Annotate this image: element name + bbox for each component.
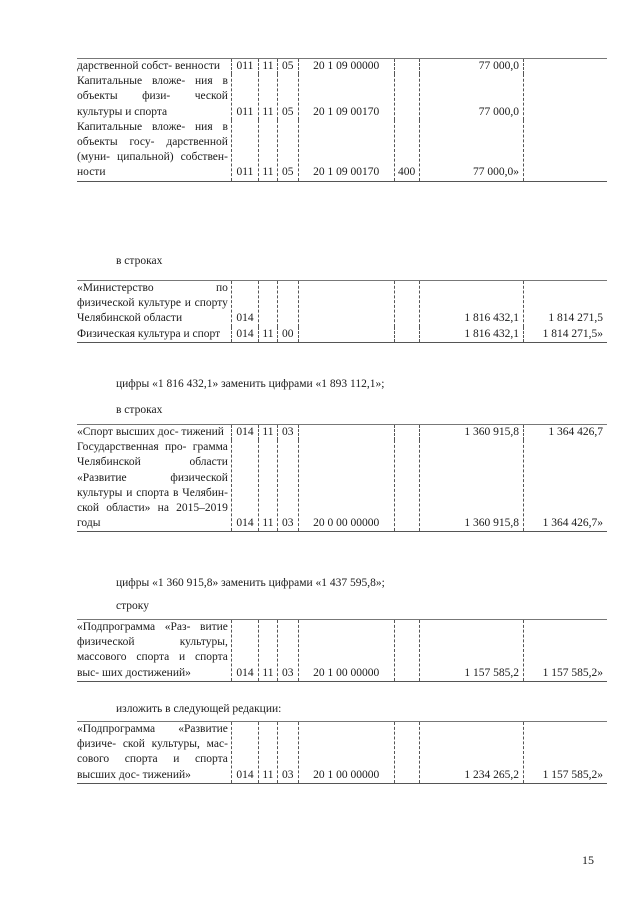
target-article-cell: 20 1 00 00000	[298, 620, 394, 682]
text-in-rows-2: в строках	[116, 404, 163, 416]
subsection-cell	[277, 281, 298, 327]
section-cell: 11	[259, 440, 278, 532]
ministry-code-cell: 014	[231, 440, 258, 532]
amount-year2-cell: 1 814 271,5»	[523, 327, 607, 343]
ministry-code-cell: 011	[231, 59, 258, 75]
section-cell	[259, 281, 278, 327]
subsection-cell: 05	[277, 59, 298, 75]
expense-type-cell	[394, 281, 419, 327]
expense-type-cell	[394, 327, 419, 343]
budget-table-5	[77, 721, 607, 784]
amount-year2-cell: 1 157 585,2»	[523, 620, 607, 682]
amount-year1-cell: 77 000,0»	[419, 120, 523, 181]
page-number: 15	[582, 853, 594, 867]
amount-year1-cell: 1 816 432,1	[419, 281, 523, 327]
budget-table-3	[77, 424, 607, 532]
amount-year1-cell: 1 234 265,2	[419, 722, 523, 784]
ministry-code-cell: 014	[231, 281, 258, 327]
row-name-cell: «Министерство по физической культуре и спорту Челябинской области	[77, 282, 228, 325]
section-cell: 11	[259, 425, 278, 441]
section-cell: 11	[259, 120, 278, 181]
table-row	[77, 120, 607, 181]
table-row	[77, 74, 607, 120]
expense-type-cell	[394, 74, 419, 120]
row-name-cell: Капитальные вложе- ния в объекты госу- дарственной (муни- ципальной) собствен- ности	[77, 120, 228, 179]
target-article-cell	[298, 327, 394, 343]
ministry-code-cell: 014	[231, 425, 258, 441]
text-new-edition: изложить в следующей редакции:	[116, 703, 282, 715]
row-name-cell: Государственная про- грамма Челябинской области «Развитие физической культуры и спорта в Челябин- ской области» на 2015–2019 годы	[77, 441, 228, 530]
expense-type-cell	[394, 425, 419, 441]
subsection-cell: 03	[277, 425, 298, 441]
ministry-code-cell: 014	[231, 620, 258, 682]
amount-year1-cell: 1 157 585,2	[419, 620, 523, 682]
ministry-code-cell: 014	[231, 722, 258, 784]
table-row	[77, 59, 607, 75]
subsection-cell: 03	[277, 620, 298, 682]
section-cell: 11	[259, 620, 278, 682]
row-name-cell: «Спорт высших дос- тижений	[77, 426, 224, 438]
target-article-cell: 20 1 09 00170	[298, 120, 394, 181]
text-replace-1: цифры «1 816 432,1» заменить цифрами «1 893 112,1»;	[116, 378, 385, 390]
amount-year2-cell	[523, 59, 607, 75]
amount-year2-cell: 1 157 585,2»	[523, 722, 607, 784]
section-cell: 11	[259, 59, 278, 75]
amount-year1-cell: 77 000,0	[419, 74, 523, 120]
subsection-cell: 05	[277, 120, 298, 181]
row-name-cell: «Подпрограмма «Раз- витие физической культуры, массового спорта и спорта выс- ших достижений»	[77, 621, 228, 679]
expense-type-cell	[394, 722, 419, 784]
table-row	[77, 440, 607, 532]
amount-year2-cell: 1 364 426,7»	[523, 440, 607, 532]
target-article-cell	[298, 281, 394, 327]
section-cell: 11	[259, 327, 278, 343]
text-row: строку	[116, 600, 149, 612]
text-in-rows-1: в строках	[116, 255, 163, 267]
row-name-cell: Капитальные вложе- ния в объекты физи- ческой культуры и спорта	[77, 75, 228, 118]
target-article-cell: 20 1 00 00000	[298, 722, 394, 784]
expense-type-cell	[394, 59, 419, 75]
table-row	[77, 327, 607, 343]
subsection-cell: 03	[277, 440, 298, 532]
ministry-code-cell: 011	[231, 120, 258, 181]
amount-year2-cell: 1 364 426,7	[523, 425, 607, 441]
text-replace-2: цифры «1 360 915,8» заменить цифрами «1 437 595,8»;	[116, 577, 385, 589]
budget-table-2	[77, 280, 607, 343]
expense-type-cell: 400	[394, 120, 419, 181]
section-cell: 11	[259, 722, 278, 784]
budget-table-4	[77, 619, 607, 682]
table-row	[77, 425, 607, 441]
table-row	[77, 281, 607, 327]
row-name-cell: Физическая культура и спорт	[77, 327, 221, 340]
budget-table-1	[77, 58, 607, 182]
amount-year2-cell	[523, 74, 607, 120]
amount-year1-cell: 1 360 915,8	[419, 425, 523, 441]
table-row	[77, 620, 607, 682]
subsection-cell: 03	[277, 722, 298, 784]
target-article-cell: 20 1 09 00000	[298, 59, 394, 75]
row-name-cell: «Подпрограмма «Развитие физиче- ской культуры, мас- сового спорта и спорта высших дос- тижений»	[77, 723, 228, 781]
ministry-code-cell: 011	[231, 74, 258, 120]
amount-year2-cell: 1 814 271,5	[523, 281, 607, 327]
target-article-cell: 20 0 00 00000	[298, 440, 394, 532]
target-article-cell	[298, 425, 394, 441]
subsection-cell: 00	[277, 327, 298, 343]
expense-type-cell	[394, 620, 419, 682]
subsection-cell: 05	[277, 74, 298, 120]
expense-type-cell	[394, 440, 419, 532]
ministry-code-cell: 014	[231, 327, 258, 343]
amount-year1-cell: 1 360 915,8	[419, 440, 523, 532]
amount-year2-cell	[523, 120, 607, 181]
table-row	[77, 722, 607, 784]
amount-year1-cell: 77 000,0	[419, 59, 523, 75]
amount-year1-cell: 1 816 432,1	[419, 327, 523, 343]
target-article-cell: 20 1 09 00170	[298, 74, 394, 120]
row-name-cell: дарственной собст- венности	[77, 60, 221, 72]
section-cell: 11	[259, 74, 278, 120]
